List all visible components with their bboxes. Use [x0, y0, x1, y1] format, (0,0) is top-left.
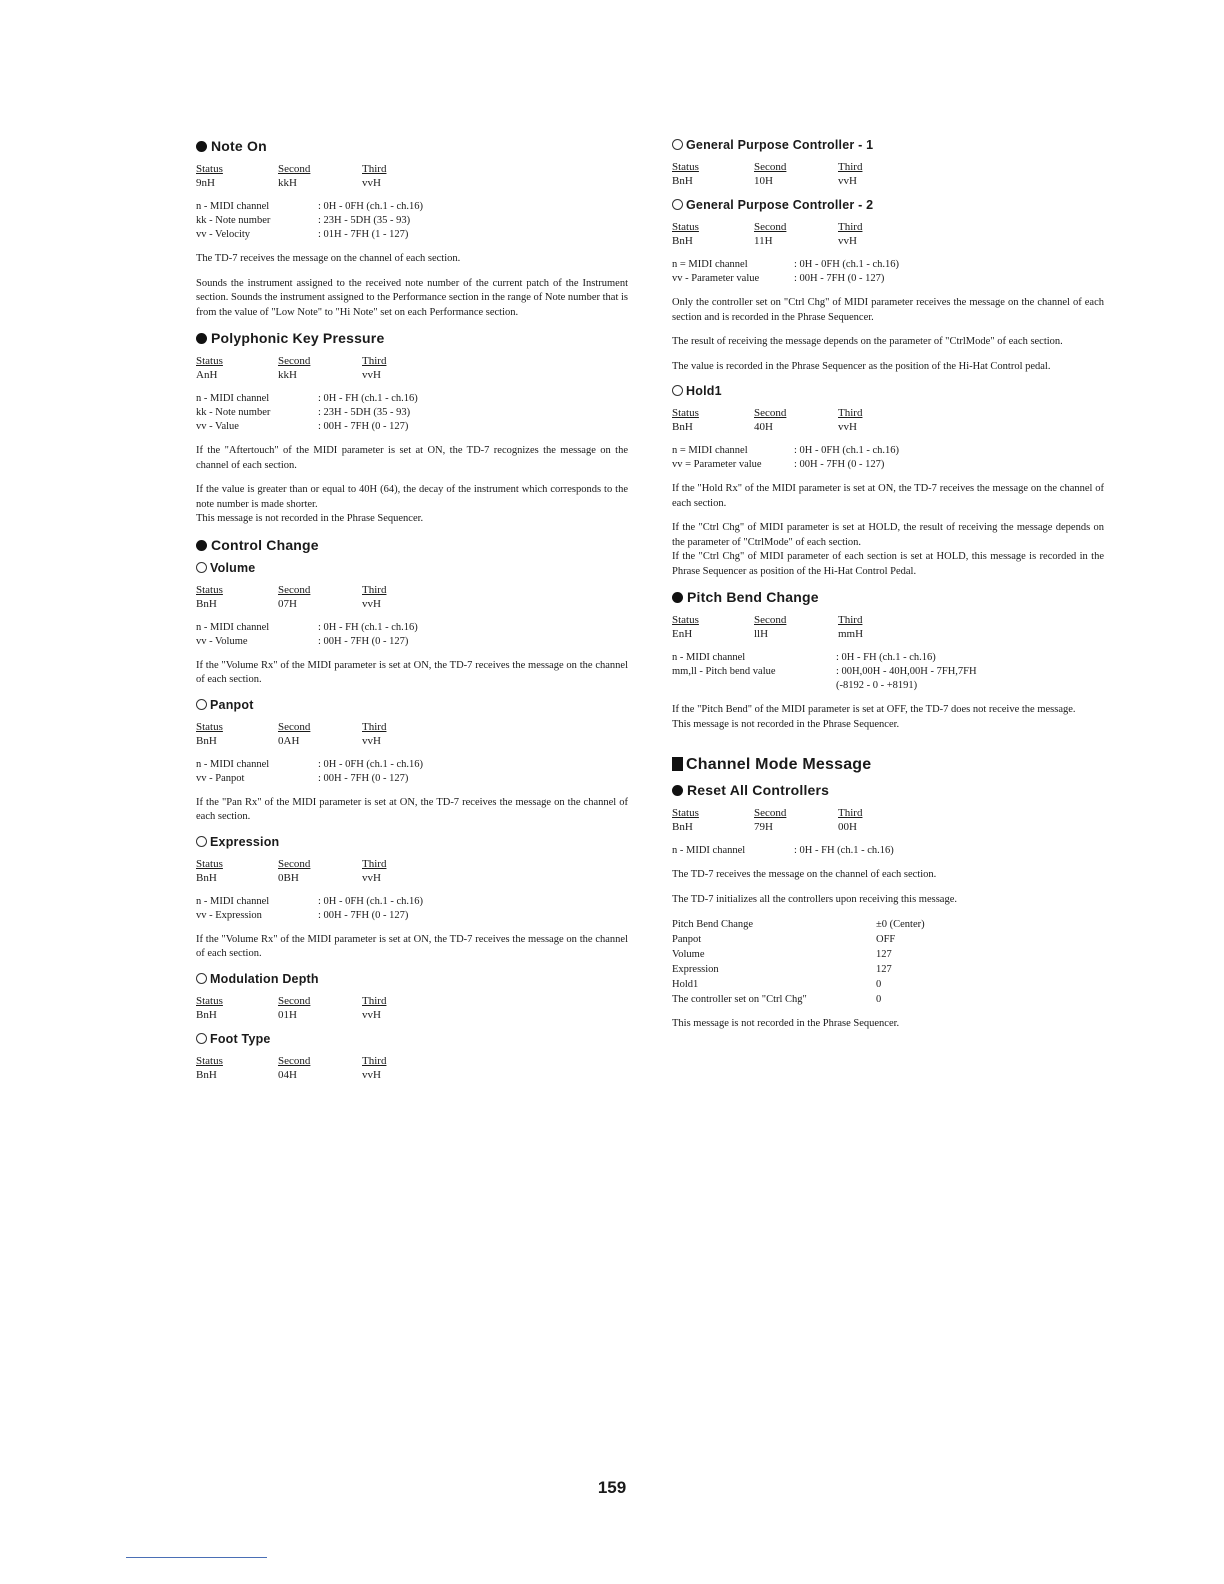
third-header: Third: [362, 720, 387, 733]
open-circle-bullet-icon: [196, 562, 207, 573]
param-key: n - MIDI channel: [672, 845, 746, 856]
param-value: : 00H,00H - 40H,00H - 7FH,7FH: [836, 666, 977, 677]
param-key: vv - Volume: [196, 635, 248, 647]
status-value: AnH: [196, 369, 218, 381]
controller-name: Pitch Bend Change: [672, 919, 754, 930]
param-key: vv - Parameter value: [672, 273, 760, 284]
page-number: 159: [597, 1478, 627, 1497]
reset-table: [672, 806, 1104, 834]
param-key: vv - Velocity: [196, 229, 251, 240]
second-value: 0AH: [278, 734, 300, 747]
param-key: [672, 679, 836, 693]
param-key: mm,ll - Pitch bend value: [672, 666, 776, 677]
gpc2-table: [672, 220, 1104, 248]
filled-circle-bullet-icon: [672, 785, 683, 796]
foot-type-title: Foot Type: [210, 1031, 271, 1046]
param-value: : 0H - 0FH (ch.1 - ch.16): [794, 445, 899, 456]
param-value: : 0H - 0FH (ch.1 - ch.16): [318, 201, 423, 212]
status-value: BnH: [672, 821, 693, 833]
controller-name: Expression: [672, 964, 719, 975]
third-value: vvH: [362, 597, 381, 610]
reset-params: [672, 844, 1104, 858]
second-value: kkH: [278, 177, 297, 189]
filled-circle-bullet-icon: [196, 540, 207, 551]
reset-heading: [672, 782, 1104, 798]
gpc1-title: General Purpose Controller - 1: [686, 138, 874, 152]
third-value: mmH: [838, 628, 864, 640]
hold1-params: [672, 444, 1104, 472]
second-value: 04H: [278, 1068, 297, 1081]
second-header: Second: [754, 614, 787, 626]
status-header: Status: [672, 807, 699, 819]
third-header: Third: [838, 614, 863, 626]
param-value: : 0H - 0FH (ch.1 - ch.16): [318, 895, 423, 907]
param-value: : 00H - 7FH (0 - 127): [318, 772, 409, 784]
paragraph: If the "Hold Rx" of the MIDI parameter is set at ON, the TD-7 receives the message on the channel of each section.: [672, 483, 1104, 509]
volume-params: [196, 621, 628, 649]
channel-mode-heading: [672, 756, 1104, 774]
second-value: 79H: [754, 821, 773, 833]
open-circle-bullet-icon: [196, 699, 207, 710]
third-header: Third: [838, 161, 863, 173]
second-value: 01H: [278, 1008, 297, 1021]
controller-name: Hold1: [672, 979, 699, 990]
second-value: kkH: [278, 369, 297, 381]
param-key: n = MIDI channel: [672, 445, 748, 456]
expression-heading: [196, 835, 628, 849]
paragraph: If the "Ctrl Chg" of MIDI parameter of each section is set at HOLD, this message is recorded in the Phrase Sequencer as position of the Hi-Hat Control Pedal.: [672, 551, 1104, 577]
open-circle-bullet-icon: [196, 973, 207, 984]
second-value: llH: [754, 628, 769, 640]
second-header: Second: [754, 407, 787, 419]
third-header: Third: [838, 807, 863, 819]
control-change-title: Control Change: [211, 536, 319, 553]
gpc2-params: [672, 258, 1104, 286]
open-circle-bullet-icon: [672, 199, 683, 210]
param-key: kk - Note number: [196, 407, 271, 418]
gpc2-heading: [672, 198, 1104, 212]
third-value: vvH: [838, 175, 857, 187]
volume-table: [196, 583, 628, 611]
open-circle-bullet-icon: [672, 385, 683, 396]
open-circle-bullet-icon: [196, 836, 207, 847]
second-header: Second: [278, 857, 311, 870]
status-header: Status: [196, 355, 223, 367]
second-header: Second: [754, 807, 787, 819]
status-header: Status: [196, 163, 223, 175]
third-value: vvH: [362, 1008, 381, 1021]
param-key: n - MIDI channel: [196, 393, 270, 404]
channel-mode-title: Channel Mode Message: [686, 756, 872, 773]
controller-value: ±0 (Center): [876, 919, 925, 930]
third-value: vvH: [362, 369, 381, 381]
paragraph: This message is not recorded in the Phrase Sequencer.: [196, 513, 424, 524]
third-header: Third: [838, 221, 863, 233]
note-on-params: [196, 200, 628, 242]
param-value: : 0H - FH (ch.1 - ch.16): [318, 393, 418, 404]
second-value: 07H: [278, 597, 297, 610]
status-header: Status: [672, 407, 699, 419]
poly-title: Polyphonic Key Pressure: [211, 330, 385, 346]
status-value: BnH: [196, 1068, 217, 1081]
status-value: BnH: [196, 597, 217, 610]
controller-name: The controller set on "Ctrl Chg": [672, 994, 807, 1005]
volume-title: Volume: [210, 560, 256, 575]
hold1-table: [672, 406, 1104, 434]
paragraph: The value is recorded in the Phrase Sequencer as the position of the Hi-Hat Control pedal.: [672, 360, 1051, 372]
paragraph: If the "Aftertouch" of the MIDI parameter is set at ON, the TD-7 recognizes the message on the channel of each section.: [196, 445, 628, 471]
controller-value: 127: [876, 949, 892, 960]
param-value: : 00H - 7FH (0 - 127): [794, 459, 885, 470]
paragraph: The result of receiving the message depends on the parameter of "CtrlMode" of each section.: [672, 336, 1063, 347]
status-header: Status: [196, 583, 223, 596]
param-value: : 00H - 7FH (0 - 127): [318, 421, 409, 432]
expression-table: [196, 857, 628, 885]
param-key: kk - Note number: [196, 215, 271, 226]
status-header: Status: [196, 720, 223, 733]
third-value: vvH: [838, 421, 857, 433]
pitch-bend-title: Pitch Bend Change: [687, 589, 819, 605]
param-value: : 0H - FH (ch.1 - ch.16): [794, 845, 894, 856]
left-column: [196, 138, 628, 1092]
second-header: Second: [278, 583, 311, 596]
param-value: : 00H - 7FH (0 - 127): [318, 909, 409, 921]
controller-name: Volume: [672, 949, 705, 960]
third-header: Third: [362, 857, 387, 870]
paragraph: Only the controller set on "Ctrl Chg" of MIDI parameter receives the message on the channel of each section and is recorded in the Phrase Sequencer.: [672, 297, 1104, 323]
param-key: n - MIDI channel: [196, 201, 270, 212]
second-header: Second: [278, 1054, 311, 1067]
third-header: Third: [362, 1054, 387, 1067]
third-value: 00H: [838, 821, 857, 833]
open-circle-bullet-icon: [672, 139, 683, 150]
modulation-table: [196, 994, 628, 1022]
reset-title: Reset All Controllers: [687, 782, 830, 798]
note-on-heading: [196, 138, 628, 154]
status-value: BnH: [672, 235, 693, 247]
param-value: : 0H - 0FH (ch.1 - ch.16): [318, 758, 423, 770]
param-key: n - MIDI channel: [196, 621, 270, 633]
panpot-params: [196, 758, 628, 786]
third-value: vvH: [362, 177, 381, 189]
status-header: Status: [672, 161, 699, 173]
param-value: : 23H - 5DH (35 - 93): [318, 215, 411, 226]
filled-circle-bullet-icon: [196, 141, 207, 152]
paragraph: This message is not recorded in the Phrase Sequencer.: [672, 718, 900, 730]
param-key: vv - Expression: [196, 909, 262, 921]
paragraph: If the "Volume Rx" of the MIDI parameter is set at ON, the TD-7 receives the message on the channel of each section.: [196, 933, 628, 959]
param-value: : 00H - 7FH (0 - 127): [794, 273, 885, 284]
controller-value: 0: [876, 979, 882, 990]
second-value: 40H: [754, 421, 773, 433]
paragraph: If the "Volume Rx" of the MIDI parameter is set at ON, the TD-7 receives the message on the channel of each section.: [196, 659, 628, 685]
open-circle-bullet-icon: [196, 1033, 207, 1044]
third-header: Third: [838, 407, 863, 419]
footer-rule: [126, 1557, 267, 1558]
filled-circle-bullet-icon: [672, 592, 683, 603]
status-header: Status: [672, 614, 699, 626]
second-header: Second: [754, 221, 787, 233]
expression-params: [196, 895, 628, 923]
second-header: Second: [278, 163, 311, 175]
third-value: vvH: [362, 1068, 381, 1081]
volume-heading: [196, 561, 628, 575]
poly-table: [196, 354, 628, 382]
param-key: n - MIDI channel: [196, 895, 270, 907]
paragraph: If the "Pitch Bend" of the MIDI parameter is set at OFF, the TD-7 does not receive the message.: [672, 704, 1076, 715]
status-header: Status: [196, 994, 223, 1007]
paragraph: The TD-7 receives the message on the channel of each section.: [196, 253, 461, 264]
square-bullet-icon: [672, 757, 683, 771]
param-key: n - MIDI channel: [196, 758, 270, 770]
filled-circle-bullet-icon: [196, 333, 207, 344]
modulation-heading: [196, 972, 628, 986]
param-value: : 0H - FH (ch.1 - ch.16): [836, 652, 936, 663]
param-key: vv = Parameter value: [672, 459, 762, 470]
pitch-bend-params: [672, 651, 1104, 693]
controller-value: OFF: [876, 934, 896, 945]
second-header: Second: [278, 720, 311, 733]
second-header: Second: [278, 355, 311, 367]
param-value: : 00H - 7FH (0 - 127): [318, 635, 409, 647]
third-value: vvH: [838, 235, 857, 247]
panpot-title: Panpot: [210, 697, 254, 712]
param-value: : 0H - 0FH (ch.1 - ch.16): [794, 259, 899, 270]
panpot-heading: [196, 698, 628, 712]
status-value: 9nH: [196, 177, 215, 189]
third-header: Third: [362, 583, 387, 596]
gpc1-heading: [672, 138, 1104, 152]
hold1-title: Hold1: [686, 384, 722, 398]
controller-name: Panpot: [672, 934, 702, 945]
param-value: : 01H - 7FH (1 - 127): [318, 229, 409, 240]
controller-value: 0: [876, 994, 882, 1005]
paragraph: This message is not recorded in the Phrase Sequencer.: [672, 1018, 900, 1029]
param-key: n - MIDI channel: [672, 652, 746, 663]
poly-heading: [196, 330, 628, 346]
param-key: n = MIDI channel: [672, 259, 748, 270]
foot-type-table: [196, 1054, 628, 1082]
second-header: Second: [278, 994, 311, 1007]
param-value: : 0H - FH (ch.1 - ch.16): [318, 621, 418, 633]
second-header: Second: [754, 161, 787, 173]
note-on-title: Note On: [211, 138, 267, 154]
right-column: [672, 138, 1104, 1042]
paragraph: If the "Pan Rx" of the MIDI parameter is set at ON, the TD-7 receives the message on the channel of each section.: [196, 796, 628, 822]
param-value: (-8192 - 0 - +8191): [836, 680, 918, 691]
paragraph: The TD-7 initializes all the controllers upon receiving this message.: [672, 893, 957, 905]
third-value: vvH: [362, 871, 381, 884]
note-on-table: [196, 162, 628, 190]
status-value: BnH: [672, 175, 693, 187]
paragraph: Sounds the instrument assigned to the received note number of the current patch of the Instrument section. Sounds the instrument assigned to the Performance section in the range of Note number that is from the value of "Low Note" to "Hi Note" set on each Performance section.: [196, 277, 628, 318]
paragraph: If the "Ctrl Chg" of MIDI parameter is set at HOLD, the result of receiving the message depends on the parameter of "CtrlMode" of each section.: [672, 522, 1104, 548]
status-header: Status: [196, 1054, 223, 1067]
foot-type-heading: [196, 1032, 628, 1046]
third-header: Third: [362, 994, 387, 1007]
status-value: BnH: [672, 421, 693, 433]
status-header: Status: [672, 221, 699, 233]
pitch-bend-heading: [672, 589, 1104, 605]
param-value: : 23H - 5DH (35 - 93): [318, 407, 411, 418]
modulation-title: Modulation Depth: [210, 971, 319, 986]
paragraph: The TD-7 receives the message on the channel of each section.: [672, 869, 937, 880]
expression-title: Expression: [210, 834, 280, 849]
gpc2-title: General Purpose Controller - 2: [686, 198, 874, 212]
hold1-heading: [672, 384, 1104, 398]
second-value: 10H: [754, 175, 773, 187]
third-value: vvH: [362, 734, 381, 747]
panpot-table: [196, 720, 628, 748]
status-value: EnH: [672, 628, 693, 640]
status-header: Status: [196, 857, 223, 870]
controller-value: 127: [876, 964, 892, 975]
param-key: vv - Panpot: [196, 772, 245, 784]
paragraph: If the value is greater than or equal to 40H (64), the decay of the instrument which corresponds to the note number is made shorter.: [196, 484, 628, 510]
third-header: Third: [362, 355, 387, 367]
second-value: 11H: [754, 235, 773, 247]
status-value: BnH: [196, 871, 217, 884]
second-value: 0BH: [278, 871, 299, 884]
pitch-bend-table: [672, 613, 1104, 641]
status-value: BnH: [196, 1008, 217, 1021]
status-value: BnH: [196, 734, 217, 747]
reset-values-table: [672, 917, 1104, 1007]
gpc1-table: [672, 160, 1104, 188]
third-header: Third: [362, 163, 387, 175]
control-change-heading: [196, 537, 628, 553]
poly-params: [196, 392, 628, 434]
param-key: vv - Value: [196, 421, 239, 432]
